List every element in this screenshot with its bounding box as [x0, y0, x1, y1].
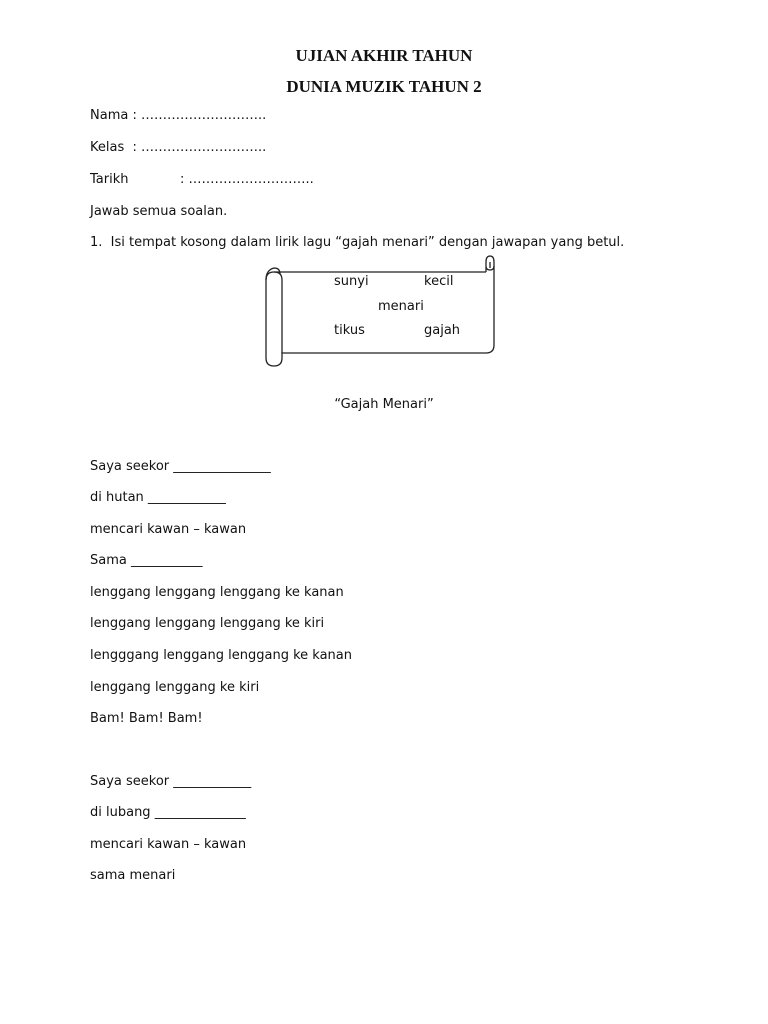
- exam-title: UJIAN AKHIR TAHUN: [295, 46, 473, 65]
- verse1-line7: lengggang lenggang lenggang ke kanan: [90, 648, 352, 663]
- verse1-line5: lenggang lenggang lenggang ke kanan: [90, 585, 344, 600]
- verse1-line2: di hutan ____________: [90, 490, 226, 505]
- verse1-line1: Saya seekor _______________: [90, 459, 271, 474]
- verse1-line8: lenggang lenggang ke kiri: [90, 680, 260, 695]
- exam-subtitle: DUNIA MUZIK TAHUN 2: [286, 77, 482, 96]
- verse2-line3: mencari kawan – kawan: [90, 837, 247, 852]
- verse2-line1: Saya seekor ____________: [90, 774, 252, 789]
- class-field: Kelas : ………………………..: [90, 140, 267, 155]
- word-bank-scroll: [264, 254, 498, 370]
- verse1-line9: Bam! Bam! Bam!: [90, 711, 203, 726]
- song-title: “Gajah Menari”: [334, 397, 434, 412]
- word-bank-tikus: tikus: [334, 323, 365, 338]
- verse2-line2: di lubang ______________: [90, 805, 246, 820]
- word-bank-menari: menari: [378, 299, 424, 314]
- verse2-line4: sama menari: [90, 868, 176, 883]
- date-field-label: Tarikh: [90, 172, 129, 187]
- name-field: Nama : ………………………..: [90, 108, 267, 123]
- instruction-text: Jawab semua soalan.: [90, 204, 228, 219]
- question-1: 1. Isi tempat kosong dalam lirik lagu “gajah menari” dengan jawapan yang betul.: [90, 235, 625, 250]
- word-bank-gajah: gajah: [424, 323, 461, 338]
- verse1-line6: lenggang lenggang lenggang ke kiri: [90, 616, 325, 631]
- verse1-line4: Sama ___________: [90, 553, 203, 568]
- word-bank-kecil: kecil: [424, 274, 454, 289]
- word-bank-sunyi: sunyi: [334, 274, 369, 289]
- verse1-line3: mencari kawan – kawan: [90, 522, 247, 537]
- date-field-value: : ………………………..: [180, 172, 314, 187]
